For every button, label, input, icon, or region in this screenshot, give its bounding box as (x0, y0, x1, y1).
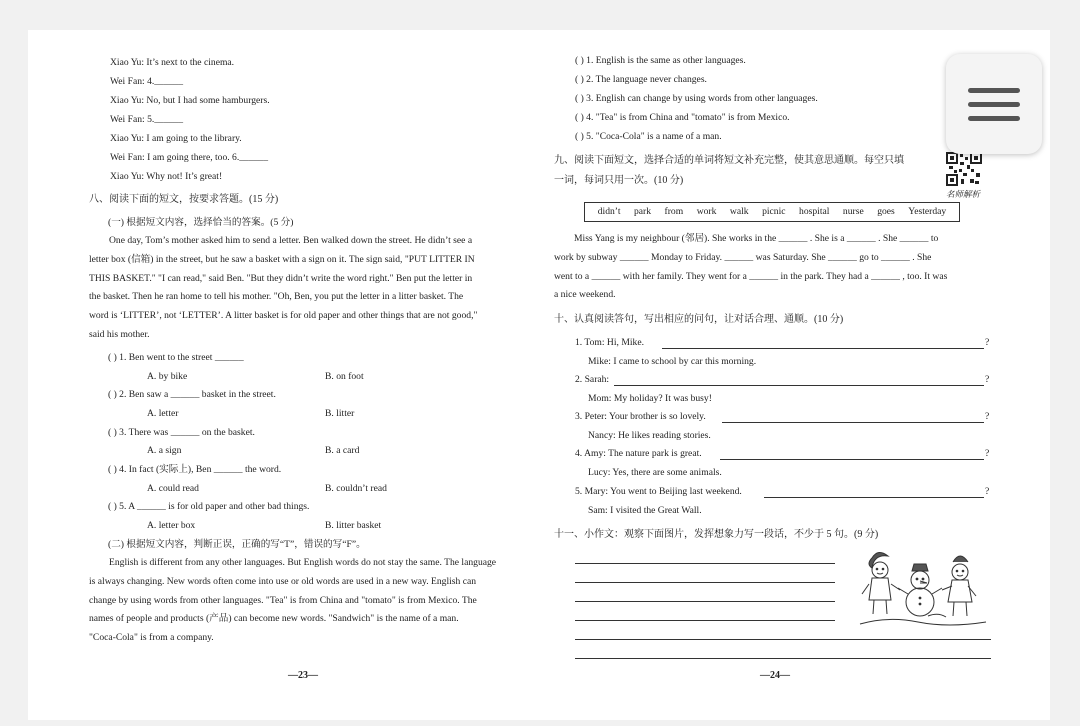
qr-caption: 名师解析 (946, 189, 981, 199)
menu-bar-icon (968, 102, 1020, 107)
passage-line: the basket. Then he ran home to tell his mother. "Oh, Ben, you put the letter in a litter basket. The (89, 291, 464, 303)
option-b: B. on foot (325, 371, 364, 382)
option-b: B. couldn’t read (325, 483, 387, 494)
dialogue-5-question: 5. Mary: You went to Beijing last weekend. (575, 486, 742, 497)
question-3: ( ) 3. There was ______ on the basket. (108, 427, 255, 438)
writing-line (575, 601, 835, 602)
dialogue-1-answer: Mike: I came to school by car this morning. (588, 356, 757, 367)
passage-line: names of people and products (产品) can become new words. "Sandwich" is the name of a man. (89, 613, 459, 625)
question-2: ( ) 2. Ben saw a ______ basket in the street. (108, 389, 276, 400)
dialogue-line: Xiao Yu: It’s next to the cinema. (110, 57, 235, 68)
passage-line: a nice weekend. (554, 289, 616, 301)
option-b: B. litter basket (325, 520, 382, 531)
option-a: A. by bike (147, 371, 188, 382)
section-8-title: 八、阅读下面的短文，按要求答题。(15 分) (89, 194, 279, 205)
passage-line: "Coca-Cola" is from a company. (89, 632, 214, 644)
passage-line: work by subway ______ Monday to Friday. ______ was Saturday. She ______ go to ______ . She (554, 251, 932, 263)
option-a: A. letter box (147, 520, 196, 531)
word-bank-item: goes (877, 206, 895, 217)
question-mark: ? (985, 337, 990, 348)
writing-line (575, 639, 991, 640)
dialogue-line: Wei Fan: 4.______ (110, 76, 184, 87)
dialogue-2-answer: Mom: My holiday? It was busy! (588, 393, 712, 404)
question-4: ( ) 4. In fact (实际上), Ben ______ the word. (108, 464, 282, 475)
passage-1 (89, 232, 517, 345)
tf-statement-2: ( ) 2. The language never changes. (575, 74, 707, 85)
menu-button[interactable] (946, 54, 1042, 154)
tf-statement-1: ( ) 1. English is the same as other languages. (575, 55, 746, 66)
question-mark: ? (985, 374, 990, 385)
section-9-title: 九、阅读下面短文，选择合适的单词将短文补充完整，使其意思通顺。每空只填 (554, 155, 904, 166)
dialogue-line: Xiao Yu: Why not! It’s great! (110, 171, 223, 182)
question-1: ( ) 1. Ben went to the street ______ (108, 352, 244, 363)
dialogue-5-answer: Sam: I visited the Great Wall. (588, 505, 702, 516)
passage-line: One day, Tom’s mother asked him to send a letter. Ben walked down the street. He didn’t see a (109, 235, 473, 246)
dialogue-4-question: 4. Amy: The nature park is great. (575, 448, 702, 459)
passage-line: said his mother. (89, 328, 150, 340)
word-bank-item: walk (729, 206, 749, 217)
tf-statement-4: ( ) 4. "Tea" is from China and "tomato" is from Mexico. (575, 112, 790, 123)
page-number-left: —23— (288, 670, 318, 681)
question-5: ( ) 5. A ______ is for old paper and other bad things. (108, 501, 310, 512)
option-a: A. a sign (147, 445, 182, 456)
passage-line: change by using words from other languages. "Tea" is from China and "tomato" is from Mexico. The (89, 594, 477, 606)
writing-line (575, 563, 835, 564)
passage-line: word is ‘LITTER’, not ‘LETTER’. A litter basket is for old paper and other things that are not good," (89, 310, 478, 322)
option-b: B. a card (325, 445, 360, 456)
question-mark: ? (985, 486, 990, 497)
dialogue-4-answer: Lucy: Yes, there are some animals. (588, 467, 722, 478)
dialogue-line: Wei Fan: I am going there, too. 6.______ (110, 152, 269, 163)
section-9-title-cont: 一词，每词只用一次。(10 分) (554, 175, 684, 186)
passage-line: English is different from any other languages. But English words do not stay the same. The language (109, 557, 497, 568)
dialogue-2-question: 2. Sarah: (575, 374, 610, 385)
answer-line (722, 422, 984, 423)
passage-line: Miss Yang is my neighbour (邻居). She works in the ______ . She is a ______ . She ______ to (574, 233, 939, 244)
passage-line: went to a ______ with her family. They went for a ______ in the park. They had a ______ , too. It was (554, 270, 948, 282)
part-2-title: (二) 根据短文内容，判断正误，正确的写“T”，错误的写“F”。 (108, 539, 366, 550)
tf-statement-3: ( ) 3. English can change by using words from other languages. (575, 93, 818, 104)
answer-line (614, 385, 984, 386)
answer-line (662, 348, 984, 349)
passage-line: is always changing. New words often come into use or old words are used in a new way. English can (89, 575, 477, 587)
word-bank-item: park (634, 206, 652, 217)
passage-line: letter box (信箱) in the street, but he saw a basket with a sign on it. The sign said, "PUT LITTER IN (89, 253, 475, 265)
dialogue-3-question: 3. Peter: Your brother is so lovely. (575, 411, 706, 422)
menu-bar-icon (968, 88, 1020, 93)
passage-2 (89, 554, 517, 648)
page-number-right: —24— (760, 670, 790, 681)
word-bank-item: Yesterday (908, 206, 947, 217)
answer-line (764, 497, 984, 498)
dialogue-line: Xiao Yu: No, but I had some hamburgers. (110, 95, 270, 106)
writing-line (575, 620, 835, 621)
dialogue-1-question: 1. Tom: Hi, Mike. (575, 337, 644, 348)
word-bank-item: picnic (762, 206, 786, 217)
kids-snowman-picture (858, 550, 988, 630)
tf-statement-5: ( ) 5. "Coca-Cola" is a name of a man. (575, 131, 722, 142)
passage-line: THIS BASKET." "I can read," said Ben. "But they didn’t write the word right." Ben put the letter in (89, 272, 473, 284)
option-a: A. could read (147, 483, 199, 494)
dialogue-line: Wei Fan: 5.______ (110, 114, 184, 125)
writing-line (575, 658, 991, 659)
dialogue-3-answer: Nancy: He likes reading stories. (588, 430, 711, 441)
word-bank-item: hospital (799, 206, 830, 217)
writing-line (575, 582, 835, 583)
menu-bar-icon (968, 116, 1020, 121)
option-b: B. litter (325, 408, 355, 419)
word-bank-item: from (664, 206, 684, 217)
word-bank-item: didn’t (597, 206, 621, 217)
section-11-title: 十一、小作文：观察下面图片，发挥想象力写一段话，不少于 5 句。(9 分) (554, 529, 879, 540)
part-1-title: (一) 根据短文内容，选择恰当的答案。(5 分) (108, 217, 294, 228)
word-bank-item: work (696, 206, 717, 217)
word-bank-item: nurse (842, 206, 864, 217)
word-bank (584, 202, 960, 222)
passage-3 (554, 230, 992, 305)
question-mark: ? (985, 448, 990, 459)
section-10-title: 十、认真阅读答句，写出相应的问句，让对话合理、通顺。(10 分) (554, 314, 844, 325)
answer-line (720, 459, 984, 460)
qr-code-icon (946, 152, 982, 186)
option-a: A. letter (147, 408, 179, 419)
dialogue-line: Xiao Yu: I am going to the library. (110, 133, 242, 144)
question-mark: ? (985, 411, 990, 422)
